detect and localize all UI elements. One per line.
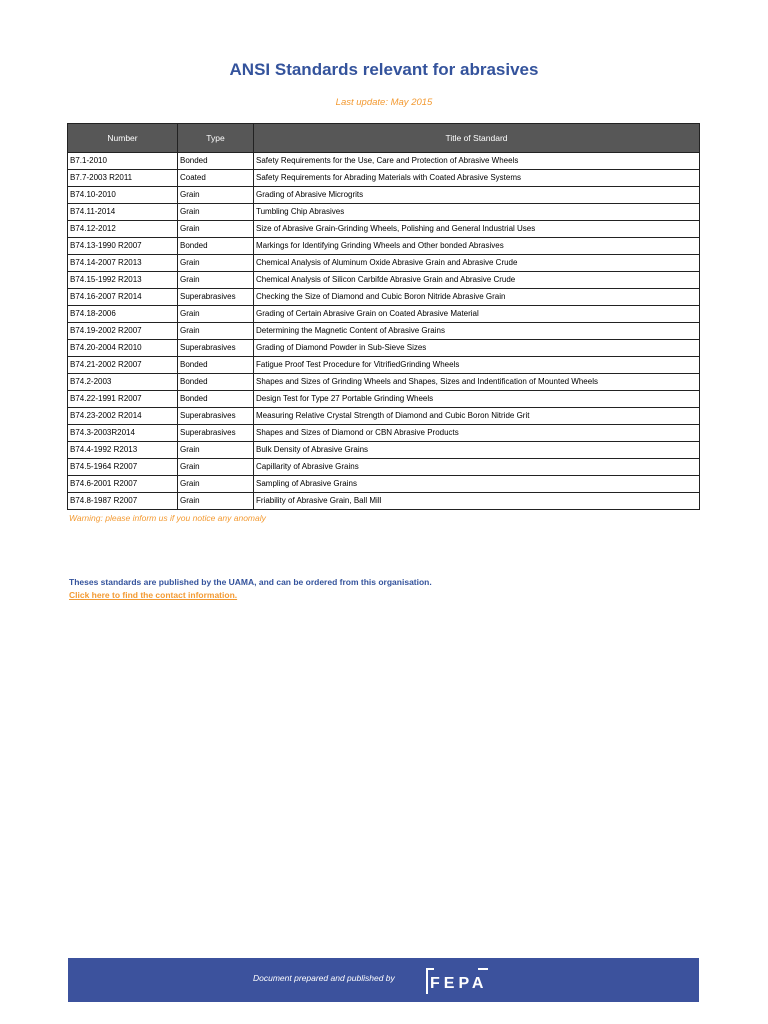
- table-row: [68, 408, 700, 425]
- cell-type: Grain: [178, 323, 254, 340]
- table-row: [68, 306, 700, 323]
- publisher-note: Theses standards are published by the UAMA, and can be ordered from this organisation.: [69, 577, 432, 587]
- table-row: [68, 170, 700, 187]
- table-row: [68, 476, 700, 493]
- table-row: [68, 442, 700, 459]
- cell-number: B74.16-2007 R2014: [68, 289, 178, 306]
- cell-number: B74.10-2010: [68, 187, 178, 204]
- cell-title: Bulk Density of Abrasive Grains: [254, 442, 700, 459]
- last-update-text: Last update: May 2015: [335, 97, 433, 108]
- table-header-row: [68, 124, 700, 153]
- cell-title: Size of Abrasive Grain-Grinding Wheels, Polishing and General Industrial Uses: [254, 221, 700, 238]
- cell-number: B74.8-1987 R2007: [68, 493, 178, 510]
- cell-number: B74.20-2004 R2010: [68, 340, 178, 357]
- page-title: ANSI Standards relevant for abrasives: [229, 60, 539, 79]
- cell-number: B74.6-2001 R2007: [68, 476, 178, 493]
- table-row: [68, 391, 700, 408]
- table-row: [68, 187, 700, 204]
- cell-type: Grain: [178, 255, 254, 272]
- table-row: [68, 221, 700, 238]
- cell-type: Bonded: [178, 391, 254, 408]
- cell-number: B74.23-2002 R2014: [68, 408, 178, 425]
- cell-type: Grain: [178, 442, 254, 459]
- table-row: [68, 493, 700, 510]
- cell-type: Superabrasives: [178, 340, 254, 357]
- cell-title: Capillarity of Abrasive Grains: [254, 459, 700, 476]
- cell-number: B7.1-2010: [68, 153, 178, 170]
- table-row: [68, 357, 700, 374]
- table-row: [68, 272, 700, 289]
- cell-type: Bonded: [178, 238, 254, 255]
- column-header-type: Type: [178, 124, 254, 153]
- table-row: [68, 204, 700, 221]
- cell-type: Superabrasives: [178, 289, 254, 306]
- cell-title: Sampling of Abrasive Grains: [254, 476, 700, 493]
- cell-type: Superabrasives: [178, 425, 254, 442]
- cell-number: B74.13-1990 R2007: [68, 238, 178, 255]
- cell-number: B74.19-2002 R2007: [68, 323, 178, 340]
- fepa-logo: [424, 964, 494, 996]
- cell-title: Determining the Magnetic Content of Abrasive Grains: [254, 323, 700, 340]
- cell-type: Grain: [178, 204, 254, 221]
- cell-number: B74.5-1964 R2007: [68, 459, 178, 476]
- cell-number: B74.4-1992 R2013: [68, 442, 178, 459]
- warning-text: Warning: please inform us if you notice any anomaly: [69, 513, 266, 523]
- table-row: [68, 323, 700, 340]
- cell-number: B74.15-1992 R2013: [68, 272, 178, 289]
- cell-type: Bonded: [178, 153, 254, 170]
- cell-title: Fatigue Proof Test Procedure for VitrifiedGrinding Wheels: [254, 357, 700, 374]
- cell-title: Tumbling Chip Abrasives: [254, 204, 700, 221]
- cell-title: Measuring Relative Crystal Strength of Diamond and Cubic Boron Nitride Grit: [254, 408, 700, 425]
- cell-title: Markings for Identifying Grinding Wheels and Other bonded Abrasives: [254, 238, 700, 255]
- cell-title: Grading of Certain Abrasive Grain on Coated Abrasive Material: [254, 306, 700, 323]
- table-row: [68, 289, 700, 306]
- logo-wordmark: FEPA: [430, 975, 488, 992]
- cell-type: Coated: [178, 170, 254, 187]
- cell-title: Safety Requirements for Abrading Materials with Coated Abrasive Systems: [254, 170, 700, 187]
- cell-title: Shapes and Sizes of Grinding Wheels and Shapes, Sizes and Indentification of Mounted Wheels: [254, 374, 700, 391]
- cell-title: Grading of Abrasive Microgrits: [254, 187, 700, 204]
- cell-number: B74.14-2007 R2013: [68, 255, 178, 272]
- cell-type: Grain: [178, 476, 254, 493]
- cell-title: Checking the Size of Diamond and Cubic Boron Nitride Abrasive Grain: [254, 289, 700, 306]
- cell-title: Shapes and Sizes of Diamond or CBN Abrasive Products: [254, 425, 700, 442]
- cell-number: B74.3-2003R2014: [68, 425, 178, 442]
- footer-text: Document prepared and published by: [253, 973, 395, 983]
- cell-type: Grain: [178, 459, 254, 476]
- footer-banner: [68, 958, 699, 1002]
- column-header-title: Title of Standard: [254, 124, 700, 153]
- cell-number: B74.2-2003: [68, 374, 178, 391]
- cell-number: B74.21-2002 R2007: [68, 357, 178, 374]
- cell-type: Bonded: [178, 357, 254, 374]
- cell-type: Superabrasives: [178, 408, 254, 425]
- cell-title: Chemical Analysis of Silicon Carbifde Abrasive Grain and Abrasive Crude: [254, 272, 700, 289]
- cell-type: Grain: [178, 272, 254, 289]
- contact-info-link[interactable]: Click here to find the contact information.: [69, 590, 238, 600]
- cell-title: Safety Requirements for the Use, Care and Protection of Abrasive Wheels: [254, 153, 700, 170]
- cell-number: B7.7-2003 R2011: [68, 170, 178, 187]
- standards-table: [67, 123, 700, 510]
- table-row: [68, 425, 700, 442]
- table-row: [68, 459, 700, 476]
- column-header-number: Number: [68, 124, 178, 153]
- cell-type: Grain: [178, 187, 254, 204]
- table-row: [68, 374, 700, 391]
- cell-number: B74.18-2006: [68, 306, 178, 323]
- cell-title: Design Test for Type 27 Portable Grinding Wheels: [254, 391, 700, 408]
- table-row: [68, 255, 700, 272]
- table-row: [68, 340, 700, 357]
- cell-type: Bonded: [178, 374, 254, 391]
- cell-title: Grading of Diamond Powder in Sub-Sieve Sizes: [254, 340, 700, 357]
- cell-title: Friability of Abrasive Grain, Ball Mill: [254, 493, 700, 510]
- cell-number: B74.12-2012: [68, 221, 178, 238]
- table-row: [68, 238, 700, 255]
- cell-number: B74.11-2014: [68, 204, 178, 221]
- cell-number: B74.22-1991 R2007: [68, 391, 178, 408]
- cell-title: Chemical Analysis of Aluminum Oxide Abrasive Grain and Abrasive Crude: [254, 255, 700, 272]
- table-row: [68, 153, 700, 170]
- cell-type: Grain: [178, 221, 254, 238]
- cell-type: Grain: [178, 306, 254, 323]
- cell-type: Grain: [178, 493, 254, 510]
